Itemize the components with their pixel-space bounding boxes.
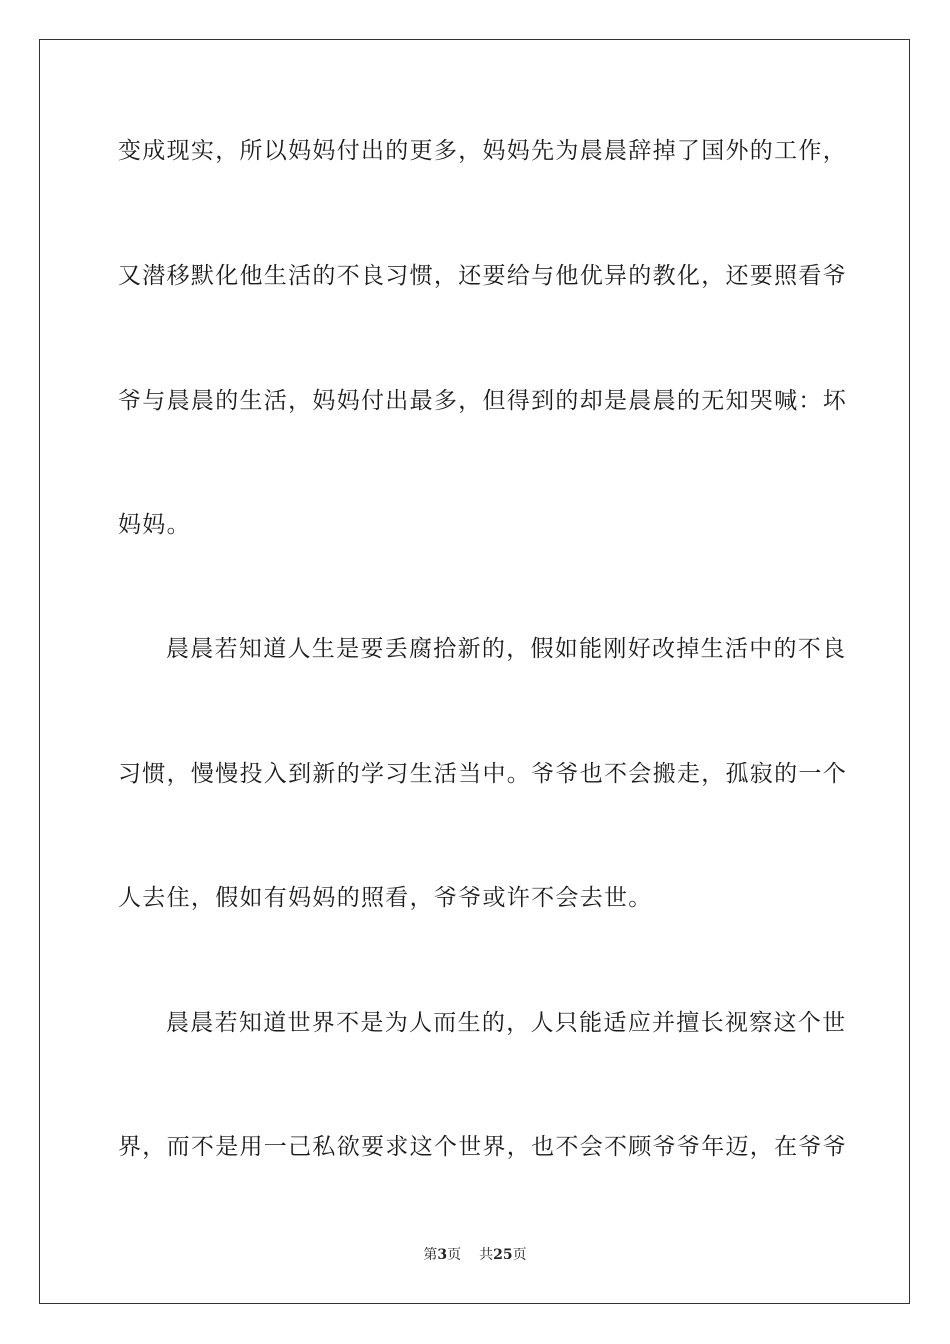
text-line: 晨晨若知道世界不是为人而生的，人只能适应并擅长视察这个世 xyxy=(166,1010,847,1036)
text-line: 爷与晨晨的生活，妈妈付出最多，但得到的却是晨晨的无知哭喊：坏 xyxy=(118,388,847,414)
page-number: 3 xyxy=(437,1247,448,1263)
total-pages: 25 xyxy=(493,1247,513,1263)
text-line: 界，而不是用一己私欲要求这个世界，也不会不顾爷爷年迈，在爷爷 xyxy=(118,1134,847,1160)
text-line: 晨晨若知道人生是要丢腐拾新的，假如能刚好改掉生活中的不良 xyxy=(166,636,847,662)
text-line: 又潜移默化他生活的不良习惯，还要给与他优异的教化，还要照看爷 xyxy=(118,263,847,289)
total-prefix: 共 xyxy=(479,1247,494,1263)
text-line: 习惯，慢慢投入到新的学习生活当中。爷爷也不会搬走，孤寂的一个 xyxy=(118,761,847,787)
page-suffix: 页 xyxy=(447,1247,462,1263)
text-line: 人去住，假如有妈妈的照看，爷爷或许不会去世。 xyxy=(118,885,653,911)
total-suffix: 页 xyxy=(512,1247,527,1263)
text-line: 变成现实，所以妈妈付出的更多，妈妈先为晨晨辞掉了国外的工作， xyxy=(118,138,847,164)
text-line: 妈妈。 xyxy=(118,512,191,538)
page-border xyxy=(39,39,910,1304)
page-footer xyxy=(0,1246,950,1264)
page-prefix: 第 xyxy=(423,1247,438,1263)
